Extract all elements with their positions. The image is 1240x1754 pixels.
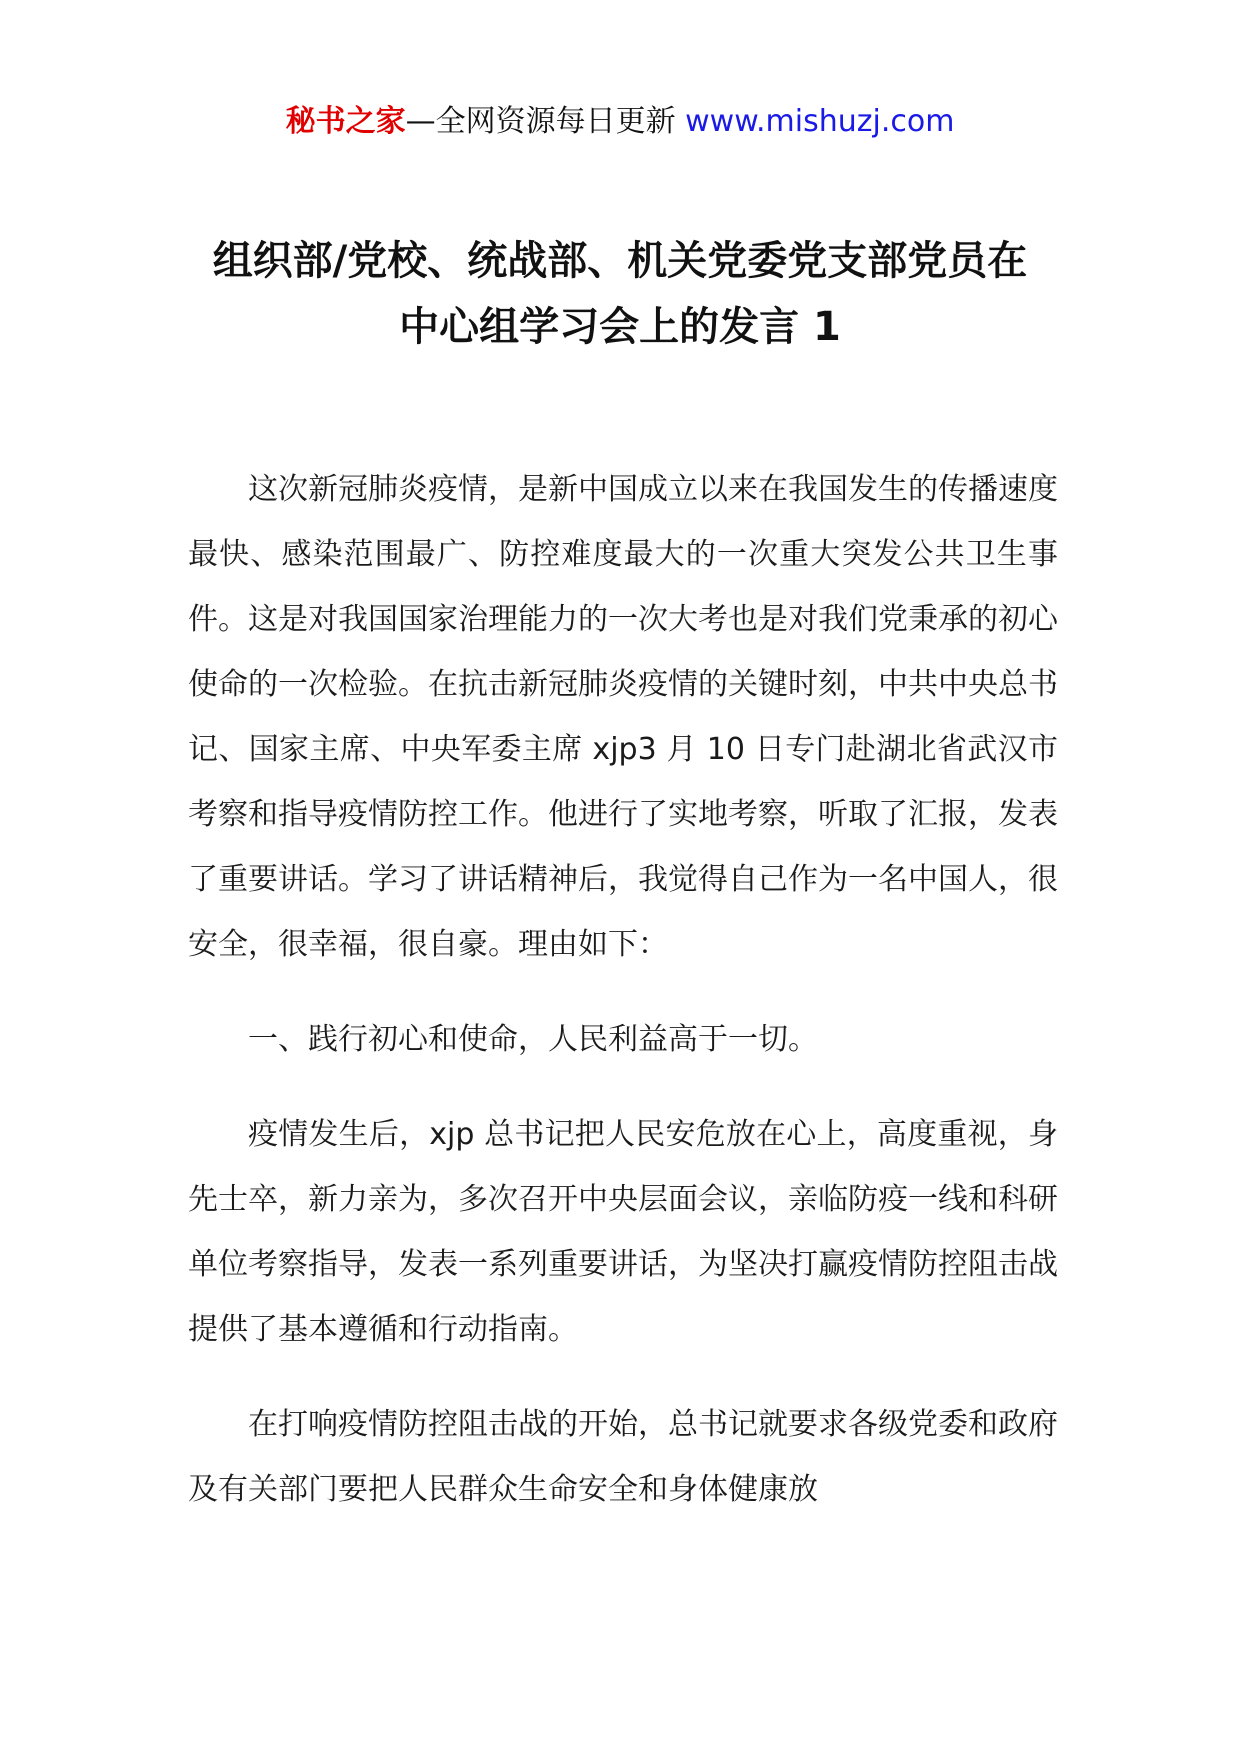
title-line-1: 组织部/党校、统战部、机关党委党支部党员在 xyxy=(212,238,1028,284)
brand-name: 秘书之家 xyxy=(285,104,406,139)
paragraph-intro: 这次新冠肺炎疫情，是新中国成立以来在我国发生的传播速度最快、感染范围最广、防控难度最大的一次重大突发公共卫生事件。这是对我国国家治理能力的一次大考也是对我们党秉承的初心使命的一次检验。在抗击新冠肺炎疫情的关键时刻，中共中央总书记、国家主席、中央军委主席 xjp3 月 10 日专门赴湖北省武汉市考察和指导疫情防控工作。他进行了实地考察，听取了汇报，发表了重要讲话。学习了讲话精神后，我觉得自己作为一名中国人，很安全，很幸福，很自豪。理由如下： xyxy=(188,472,1058,962)
paragraph-body-2: 在打响疫情防控阻击战的开始，总书记就要求各级党委和政府及有关部门要把人民群众生命安全和身体健康放 xyxy=(188,1407,1058,1507)
site-header xyxy=(0,102,1240,142)
document-body xyxy=(188,457,1058,1522)
site-url-link[interactable]: www.mishuzj.com xyxy=(685,104,955,139)
title-line-2: 中心组学习会上的发言 1 xyxy=(399,304,841,350)
paragraph-section-heading: 一、践行初心和使命，人民利益高于一切。 xyxy=(248,1022,818,1057)
document-title xyxy=(150,228,1090,360)
header-slogan: —全网资源每日更新 xyxy=(405,104,686,139)
paragraph-body-1: 疫情发生后，xjp 总书记把人民安危放在心上，高度重视，身先士卒，新力亲为，多次召开中央层面会议，亲临防疫一线和科研单位考察指导，发表一系列重要讲话，为坚决打赢疫情防控阻击战提供了基本遵循和行动指南。 xyxy=(188,1117,1058,1347)
